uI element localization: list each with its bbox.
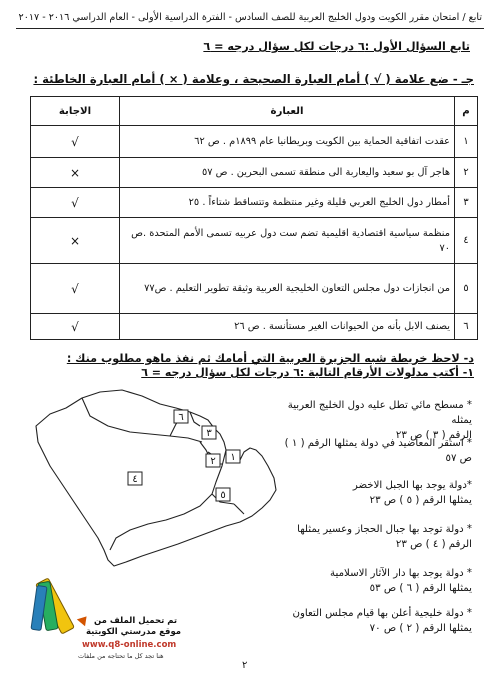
row-statement: من انجازات دول مجلس التعاون الخليجية العربية وثيقة تطوير التعليم . ص٧٧ (120, 264, 455, 314)
table-row (31, 314, 478, 340)
table-row (31, 218, 478, 264)
row-statement: هاجر آل بو سعيد واليعاربة الى منطقة تسمى البحرين . ص ٥٧ (120, 158, 455, 188)
row-answer: √ (31, 126, 120, 158)
border-line (234, 504, 244, 514)
exam-header: تابع / امتحان مقرر الكويت ودول الخليج العربية للصف السادس - الفترة الدراسية الأولى - العام الدراسي ٢٠١٦ - ٢٠١٧ (18, 12, 482, 23)
map-label-1: ١ (230, 452, 236, 463)
question-item (282, 436, 472, 466)
row-statement: أمطار دول الخليج العربي قليلة وغير منتظمة وتتساقط شتاءاً . ٢٥ (120, 188, 455, 218)
table-header-row (31, 97, 478, 126)
section-title: تابع السؤال الأول :٦ درجات لكل سؤال درجه = ٦ (203, 40, 470, 53)
question-item (282, 606, 472, 636)
map-label-6: ٦ (178, 412, 184, 423)
question-answer: الرقم ( ٤ ) ص ٢٣ (395, 539, 472, 550)
question-text: * دولة يوجد بها دار الآثار الاسلامية (330, 568, 472, 579)
row-number: ٥ (455, 264, 478, 314)
header-divider (16, 28, 484, 29)
row-answer: √ (31, 314, 120, 340)
question-text: * استقر المعاضيد في دولة يمثلها الرقم ( ١ ) (284, 438, 472, 449)
question-answer: يمثلها الرقم ( ٦ ) ص ٥٣ (369, 583, 472, 594)
table-row (31, 158, 478, 188)
row-statement: منظمة سياسية اقتصادية اقليمية تضم ست دول عربيه تسمى الأمم المتحدة .ص ٧٠ (120, 218, 455, 264)
col-num-header: م (455, 97, 478, 126)
map-label-4: ٤ (132, 474, 138, 485)
question-answer: الرقم ( ٣ ) ص ٢٣ (395, 430, 472, 441)
arabian-peninsula-map (30, 386, 280, 574)
question-1-title: ١- أكتب مدلولات الأرقام التالية :٦ درجات لكل سؤال درجه = ٦ (141, 366, 474, 379)
map-label-3: ٣ (206, 428, 212, 439)
row-statement: عقدت اتفاقية الحماية بين الكويت وبريطانيا عام ١٨٩٩م . ص ٦٢ (120, 126, 455, 158)
row-answer: √ (31, 188, 120, 218)
table-row (31, 264, 478, 314)
true-false-table (30, 96, 478, 340)
row-statement: يصنف الابل بأنه من الحيوانات الغير مستأنسة . ص ٢٦ (120, 314, 455, 340)
question-text: *دولة يوجد بها الجبل الاخضر (352, 480, 472, 491)
question-item (282, 566, 472, 596)
col-answer-header: الاجابة (31, 97, 120, 126)
table-row (31, 188, 478, 218)
pencil-icon (31, 578, 90, 634)
part-d-instructions: د- لاحظ خريطة شبه الجزيرة العربية التي أمامك ثم نفذ ماهو مطلوب منك : (66, 352, 474, 365)
map-label-2: ٢ (210, 456, 216, 467)
logo-url: www.q8-online.com (82, 640, 177, 650)
row-answer: √ (31, 264, 120, 314)
question-answer: يمثلها الرقم ( ٢ ) ص ٧٠ (369, 623, 472, 634)
row-number: ٢ (455, 158, 478, 188)
question-item (282, 478, 472, 508)
row-answer: × (31, 218, 120, 264)
logo-site-name: موقع مدرستي الكويتية (86, 627, 182, 637)
border-line (110, 494, 212, 550)
table-row (31, 126, 478, 158)
question-item (282, 522, 472, 552)
map-label-5: ٥ (220, 490, 226, 501)
question-answer: ص ٥٧ (445, 453, 472, 464)
col-statement-header: العبارة (120, 97, 455, 126)
question-text: * دولة توجد بها جبال الحجاز وعسير يمثلها (297, 524, 472, 535)
row-number: ١ (455, 126, 478, 158)
peninsula-outline (36, 390, 276, 566)
question-text: * مسطح مائي تطل عليه دول الخليج العربية يمثله (287, 400, 472, 426)
row-answer: × (31, 158, 120, 188)
row-number: ٦ (455, 314, 478, 340)
logo-caption: تم تحميل الملف من (94, 616, 178, 626)
question-answer: يمثلها الرقم ( ٥ ) ص ٢٣ (369, 495, 472, 506)
row-number: ٤ (455, 218, 478, 264)
page-number: ٢ (242, 660, 248, 671)
part-c-instructions: جـ - ضع علامة ( √ ) أمام العبارة الصحيحة ، وعلامة ( × ) أمام العبارة الخاطئة : (33, 72, 474, 86)
logo-tagline: هنا تجد كل ما تحتاجه من ملفات (78, 652, 164, 660)
question-text: * دولة خليجية أعلن بها قيام مجلس التعاون (292, 608, 472, 619)
row-number: ٣ (455, 188, 478, 218)
